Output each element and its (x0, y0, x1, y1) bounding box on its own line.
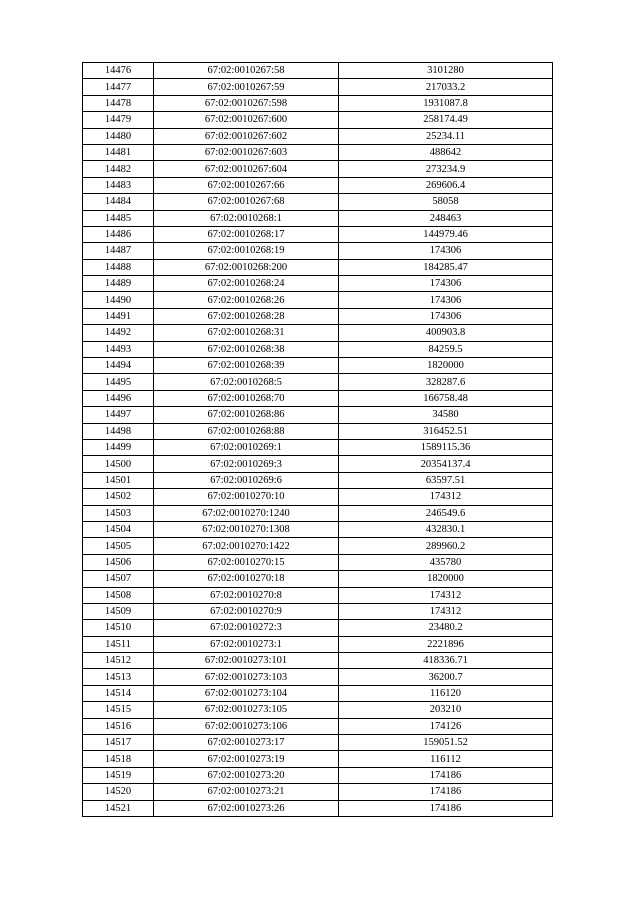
table-row (83, 636, 553, 652)
table-row (83, 751, 553, 767)
table-row (83, 456, 553, 472)
cadastral-number-cell: 67:02:0010273:106 (154, 718, 339, 734)
value-cell: 328287.6 (339, 374, 553, 390)
table-row (83, 128, 553, 144)
value-cell: 20354137.4 (339, 456, 553, 472)
cadastral-number-cell: 67:02:0010270:15 (154, 554, 339, 570)
cadastral-number-cell: 67:02:0010268:1 (154, 210, 339, 226)
cadastral-number-cell: 67:02:0010273:20 (154, 767, 339, 783)
row-number-cell: 14509 (83, 603, 154, 619)
table-row (83, 407, 553, 423)
row-number-cell: 14517 (83, 735, 154, 751)
cadastral-number-cell: 67:02:0010267:600 (154, 112, 339, 128)
table-row (83, 587, 553, 603)
table-row (83, 341, 553, 357)
row-number-cell: 14494 (83, 358, 154, 374)
table-row (83, 292, 553, 308)
table-row (83, 374, 553, 390)
value-cell: 248463 (339, 210, 553, 226)
cadastral-number-cell: 67:02:0010267:603 (154, 144, 339, 160)
cadastral-number-cell: 67:02:0010267:58 (154, 63, 339, 79)
cadastral-number-cell: 67:02:0010269:3 (154, 456, 339, 472)
value-cell: 174312 (339, 587, 553, 603)
value-cell: 174186 (339, 784, 553, 800)
row-number-cell: 14520 (83, 784, 154, 800)
table-body (83, 63, 553, 817)
cadastral-number-cell: 67:02:0010273:26 (154, 800, 339, 816)
table-row (83, 210, 553, 226)
value-cell: 1931087.8 (339, 95, 553, 111)
cadastral-number-cell: 67:02:0010270:1422 (154, 538, 339, 554)
cadastral-number-cell: 67:02:0010267:68 (154, 194, 339, 210)
cadastral-number-cell: 67:02:0010273:104 (154, 685, 339, 701)
row-number-cell: 14477 (83, 79, 154, 95)
row-number-cell: 14513 (83, 669, 154, 685)
table-row (83, 358, 553, 374)
row-number-cell: 14498 (83, 423, 154, 439)
value-cell: 488642 (339, 144, 553, 160)
table-row (83, 554, 553, 570)
table-row (83, 735, 553, 751)
table-row (83, 259, 553, 275)
cadastral-number-cell: 67:02:0010267:604 (154, 161, 339, 177)
cadastral-number-cell: 67:02:0010267:598 (154, 95, 339, 111)
table-row (83, 325, 553, 341)
cadastral-number-cell: 67:02:0010268:38 (154, 341, 339, 357)
cadastral-number-cell: 67:02:0010269:6 (154, 472, 339, 488)
row-number-cell: 14508 (83, 587, 154, 603)
table-row (83, 144, 553, 160)
row-number-cell: 14488 (83, 259, 154, 275)
value-cell: 116120 (339, 685, 553, 701)
value-cell: 217033.2 (339, 79, 553, 95)
cadastral-number-cell: 67:02:0010273:19 (154, 751, 339, 767)
cadastral-number-cell: 67:02:0010270:10 (154, 489, 339, 505)
cadastral-number-cell: 67:02:0010269:1 (154, 439, 339, 455)
row-number-cell: 14482 (83, 161, 154, 177)
row-number-cell: 14490 (83, 292, 154, 308)
row-number-cell: 14521 (83, 800, 154, 816)
cadastral-number-cell: 67:02:0010273:17 (154, 735, 339, 751)
value-cell: 23480.2 (339, 620, 553, 636)
value-cell: 246549.6 (339, 505, 553, 521)
row-number-cell: 14484 (83, 194, 154, 210)
table-row (83, 653, 553, 669)
cadastral-number-cell: 67:02:0010273:1 (154, 636, 339, 652)
cadastral-number-cell: 67:02:0010268:39 (154, 358, 339, 374)
value-cell: 289960.2 (339, 538, 553, 554)
table-row (83, 784, 553, 800)
table-row (83, 194, 553, 210)
table-row (83, 505, 553, 521)
table-row (83, 767, 553, 783)
row-number-cell: 14519 (83, 767, 154, 783)
value-cell: 159051.52 (339, 735, 553, 751)
value-cell: 25234.11 (339, 128, 553, 144)
row-number-cell: 14480 (83, 128, 154, 144)
cadastral-number-cell: 67:02:0010270:1240 (154, 505, 339, 521)
row-number-cell: 14511 (83, 636, 154, 652)
table-row (83, 63, 553, 79)
table-row (83, 489, 553, 505)
row-number-cell: 14512 (83, 653, 154, 669)
row-number-cell: 14495 (83, 374, 154, 390)
cadastral-number-cell: 67:02:0010268:70 (154, 390, 339, 406)
value-cell: 36200.7 (339, 669, 553, 685)
cadastral-number-cell: 67:02:0010273:105 (154, 702, 339, 718)
cadastral-number-cell: 67:02:0010268:31 (154, 325, 339, 341)
row-number-cell: 14504 (83, 521, 154, 537)
cadastral-number-cell: 67:02:0010270:9 (154, 603, 339, 619)
cadastral-number-cell: 67:02:0010268:28 (154, 308, 339, 324)
row-number-cell: 14499 (83, 439, 154, 455)
value-cell: 144979.46 (339, 226, 553, 242)
value-cell: 1820000 (339, 571, 553, 587)
value-cell: 1820000 (339, 358, 553, 374)
cadastral-number-cell: 67:02:0010268:200 (154, 259, 339, 275)
value-cell: 203210 (339, 702, 553, 718)
cadastral-number-cell: 67:02:0010267:66 (154, 177, 339, 193)
cadastral-number-cell: 67:02:0010270:18 (154, 571, 339, 587)
cadastral-number-cell: 67:02:0010268:5 (154, 374, 339, 390)
table-row (83, 702, 553, 718)
table-row (83, 79, 553, 95)
cadastral-number-cell: 67:02:0010268:86 (154, 407, 339, 423)
cadastral-number-cell: 67:02:0010268:17 (154, 226, 339, 242)
row-number-cell: 14507 (83, 571, 154, 587)
table-row (83, 685, 553, 701)
row-number-cell: 14518 (83, 751, 154, 767)
cadastral-number-cell: 67:02:0010270:8 (154, 587, 339, 603)
value-cell: 34580 (339, 407, 553, 423)
row-number-cell: 14497 (83, 407, 154, 423)
value-cell: 273234.9 (339, 161, 553, 177)
cadastral-number-cell: 67:02:0010270:1308 (154, 521, 339, 537)
row-number-cell: 14478 (83, 95, 154, 111)
value-cell: 116112 (339, 751, 553, 767)
value-cell: 174312 (339, 603, 553, 619)
table-row (83, 95, 553, 111)
row-number-cell: 14485 (83, 210, 154, 226)
row-number-cell: 14489 (83, 276, 154, 292)
table-row (83, 603, 553, 619)
row-number-cell: 14503 (83, 505, 154, 521)
cadastral-number-cell: 67:02:0010267:59 (154, 79, 339, 95)
row-number-cell: 14502 (83, 489, 154, 505)
table-row (83, 472, 553, 488)
cadastral-number-cell: 67:02:0010268:19 (154, 243, 339, 259)
row-number-cell: 14501 (83, 472, 154, 488)
value-cell: 435780 (339, 554, 553, 570)
value-cell: 432830.1 (339, 521, 553, 537)
value-cell: 174306 (339, 243, 553, 259)
table-row (83, 669, 553, 685)
value-cell: 258174.49 (339, 112, 553, 128)
cadastral-number-cell: 67:02:0010268:26 (154, 292, 339, 308)
row-number-cell: 14479 (83, 112, 154, 128)
row-number-cell: 14506 (83, 554, 154, 570)
table-row (83, 423, 553, 439)
value-cell: 2221896 (339, 636, 553, 652)
row-number-cell: 14481 (83, 144, 154, 160)
cadastral-number-cell: 67:02:0010273:103 (154, 669, 339, 685)
table-row (83, 390, 553, 406)
value-cell: 174186 (339, 800, 553, 816)
table-row (83, 718, 553, 734)
cadastral-number-cell: 67:02:0010273:101 (154, 653, 339, 669)
cadastral-number-cell: 67:02:0010272:3 (154, 620, 339, 636)
value-cell: 84259.5 (339, 341, 553, 357)
value-cell: 174126 (339, 718, 553, 734)
value-cell: 418336.71 (339, 653, 553, 669)
table-row (83, 439, 553, 455)
row-number-cell: 14476 (83, 63, 154, 79)
table-row (83, 800, 553, 816)
cadastral-number-cell: 67:02:0010273:21 (154, 784, 339, 800)
row-number-cell: 14493 (83, 341, 154, 357)
table-row (83, 571, 553, 587)
row-number-cell: 14505 (83, 538, 154, 554)
cadastral-number-cell: 67:02:0010267:602 (154, 128, 339, 144)
value-cell: 63597.51 (339, 472, 553, 488)
value-cell: 174312 (339, 489, 553, 505)
value-cell: 174306 (339, 308, 553, 324)
value-cell: 3101280 (339, 63, 553, 79)
value-cell: 184285.47 (339, 259, 553, 275)
row-number-cell: 14486 (83, 226, 154, 242)
value-cell: 166758.48 (339, 390, 553, 406)
cadastral-value-table (82, 62, 553, 817)
table-row (83, 276, 553, 292)
table-row (83, 308, 553, 324)
value-cell: 316452.51 (339, 423, 553, 439)
value-cell: 1589115.36 (339, 439, 553, 455)
row-number-cell: 14510 (83, 620, 154, 636)
table-row (83, 112, 553, 128)
table-row (83, 177, 553, 193)
value-cell: 174186 (339, 767, 553, 783)
table-row (83, 226, 553, 242)
cadastral-number-cell: 67:02:0010268:24 (154, 276, 339, 292)
table-row (83, 161, 553, 177)
value-cell: 174306 (339, 276, 553, 292)
cadastral-number-cell: 67:02:0010268:88 (154, 423, 339, 439)
row-number-cell: 14514 (83, 685, 154, 701)
table-row (83, 538, 553, 554)
value-cell: 174306 (339, 292, 553, 308)
row-number-cell: 14491 (83, 308, 154, 324)
value-cell: 269606.4 (339, 177, 553, 193)
row-number-cell: 14492 (83, 325, 154, 341)
table-row (83, 521, 553, 537)
value-cell: 58058 (339, 194, 553, 210)
table-row (83, 620, 553, 636)
row-number-cell: 14515 (83, 702, 154, 718)
row-number-cell: 14496 (83, 390, 154, 406)
value-cell: 400903.8 (339, 325, 553, 341)
row-number-cell: 14487 (83, 243, 154, 259)
row-number-cell: 14516 (83, 718, 154, 734)
table-row (83, 243, 553, 259)
row-number-cell: 14500 (83, 456, 154, 472)
row-number-cell: 14483 (83, 177, 154, 193)
